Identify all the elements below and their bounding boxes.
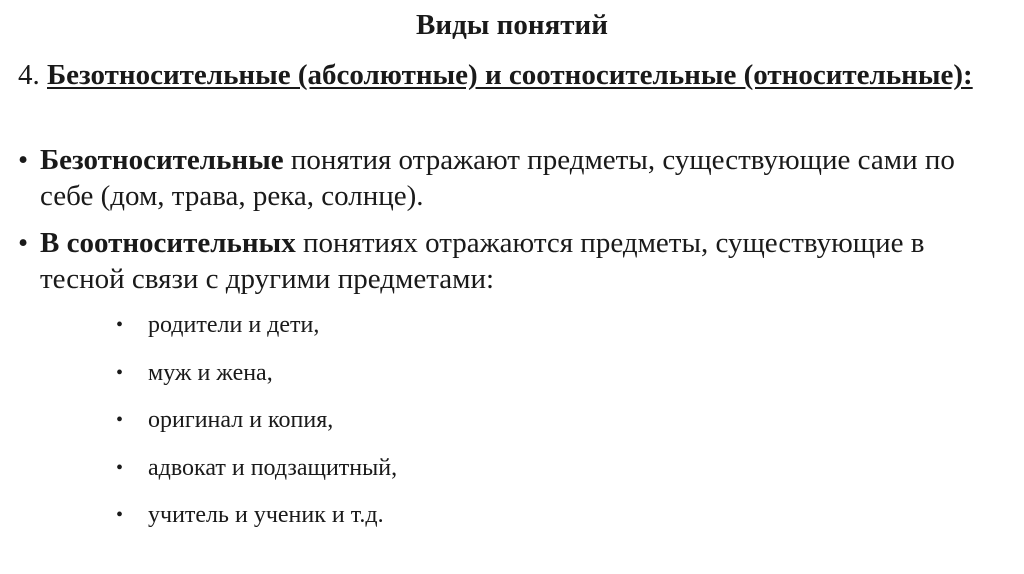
sub-bullet-marker: • [116,314,124,336]
example-item [116,405,397,453]
sub-bullet-marker: • [116,456,124,479]
example-text: муж и жена, [148,359,273,386]
bullet-text [18,225,1008,297]
bullet-description: понятиях отражаются предметы, существующие в тесной связи с другими предметами: [40,227,925,295]
bullet-marker: • [18,144,29,176]
sub-bullet-marker: • [116,504,124,526]
bullet-term: Безотносительные [40,144,284,176]
section-number: 4. [18,59,40,91]
section-heading-text: Безотносительные (абсолютные) и соотносительные (относительные): [47,59,973,91]
bullet-text [18,142,1008,214]
example-item [116,500,397,548]
example-text: учитель и ученик и т.д. [148,502,384,528]
examples-list [116,310,397,548]
example-item [116,310,397,358]
example-item [116,358,397,406]
bullet-term: В соотносительных [40,227,296,259]
example-text: адвокат и подзащитный, [148,454,398,481]
section-heading [18,58,1008,93]
example-text: оригинал и копия, [148,407,334,433]
bullet-marker: • [18,227,29,259]
example-item [116,453,397,501]
slide-title: Виды понятий [416,9,608,41]
sub-bullet-marker: • [116,409,124,431]
bullet-relative-concepts [18,225,1008,297]
example-text: родители и дети, [148,312,320,338]
bullet-absolute-concepts [18,142,1008,214]
bullet-description: понятия отражают предметы, существующие сами по себе (дом, трава, река, солнце). [40,144,955,212]
sub-bullet-marker: • [116,361,124,384]
